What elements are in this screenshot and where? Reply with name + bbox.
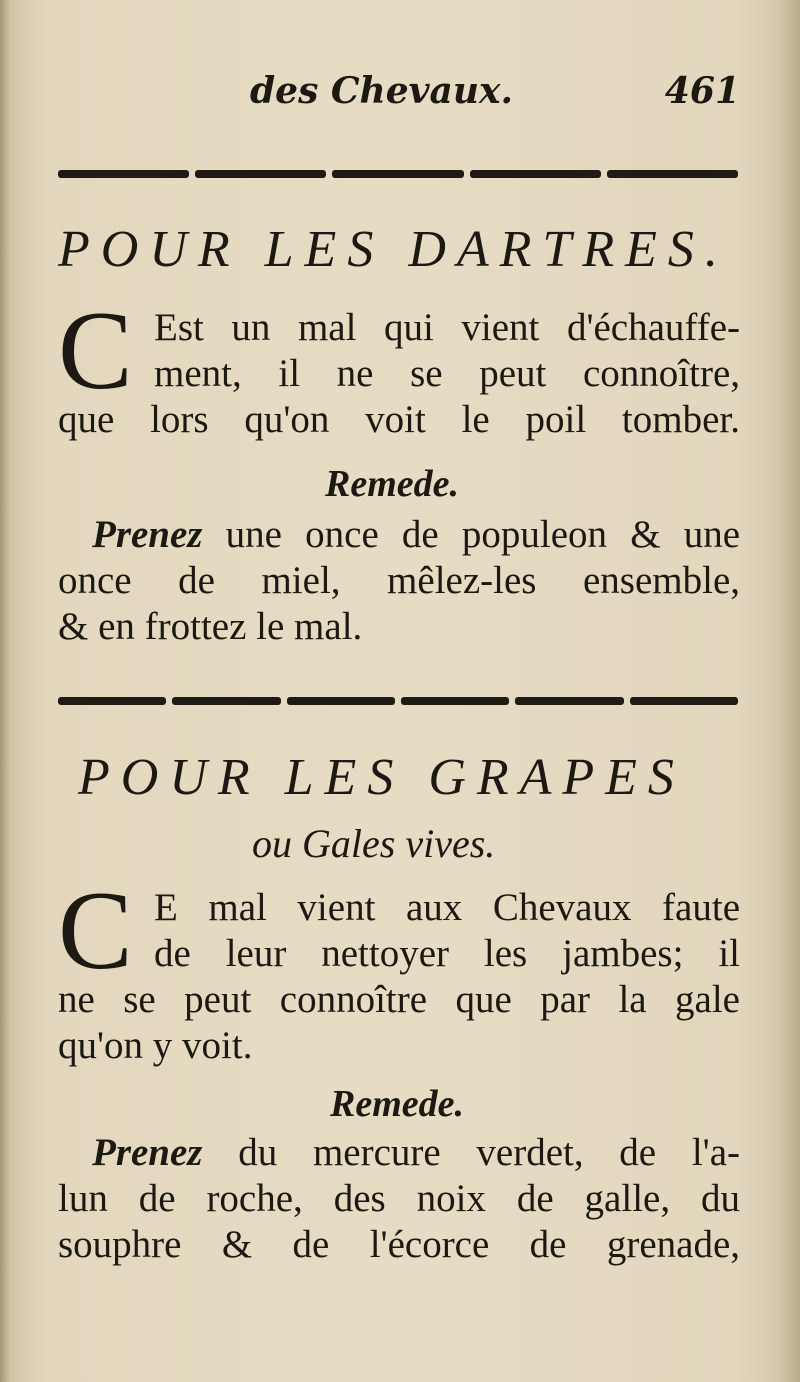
- text-line: E mal vient aux Chevaux faute: [154, 886, 740, 929]
- remede-label: Remede.: [330, 1083, 465, 1125]
- text-line: ment, il ne se peut connoître,: [154, 352, 740, 395]
- text-fragment: du mercure verdet, de l'a-: [238, 1131, 740, 1174]
- text-line: once de miel, mêlez-les ensemble,: [58, 559, 740, 602]
- page-edge-shadow: [778, 0, 800, 1382]
- page-number: 461: [664, 70, 740, 112]
- text-line: [58, 1130, 740, 1176]
- paragraph-remede-dartres: [58, 512, 740, 652]
- ornamental-rule: [58, 170, 738, 178]
- text-line: souphre & de l'écorce de grenade,: [58, 1223, 740, 1266]
- text-line: lun de roche, des noix de galle, du: [58, 1177, 740, 1220]
- ornamental-rule: [58, 697, 738, 705]
- running-head: des Chevaux.: [250, 70, 514, 112]
- text-line: [58, 512, 740, 558]
- paragraph-remede-grapes: [58, 1130, 740, 1270]
- drop-cap: C: [58, 869, 133, 993]
- section-heading-grapes: POUR LES GRAPES: [78, 749, 685, 806]
- text-line: de leur nettoyer les jambes; il: [154, 932, 740, 975]
- prenez-lead: Prenez: [92, 1131, 203, 1174]
- page-gutter-shadow: [0, 0, 10, 1382]
- prenez-lead: Prenez: [92, 513, 203, 556]
- text-line: que lors qu'on voit le poil tomber.: [58, 398, 740, 441]
- text-line: & en frottez le mal.: [58, 605, 363, 648]
- remede-label: Remede.: [325, 463, 460, 505]
- text-fragment: une once de populeon & une: [225, 513, 741, 556]
- text-line: ne se peut connoître que par la gale: [58, 978, 740, 1021]
- paragraph-dartres: [58, 289, 740, 445]
- drop-cap: C: [58, 289, 133, 413]
- section-heading-dartres: POUR LES DARTRES.: [58, 221, 729, 278]
- section-subheading: ou Gales vives.: [252, 821, 496, 866]
- text-line: Est un mal qui vient d'échauffe-: [154, 306, 740, 349]
- paragraph-grapes: [58, 869, 740, 1075]
- text-line: qu'on y voit.: [58, 1024, 253, 1067]
